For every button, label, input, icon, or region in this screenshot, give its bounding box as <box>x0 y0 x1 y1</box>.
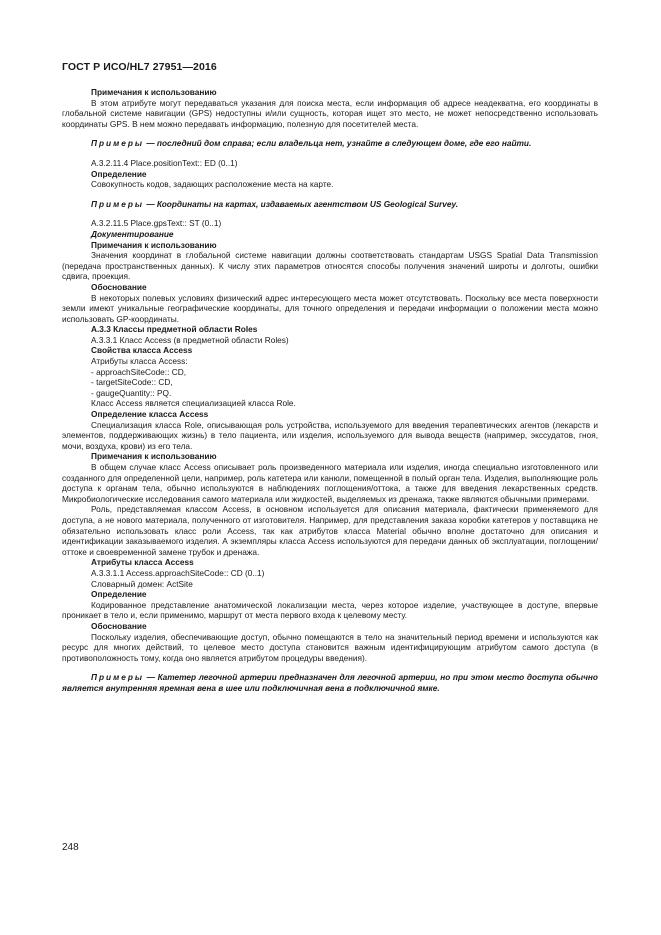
page-number: 248 <box>62 842 79 853</box>
heading-definition: Определение <box>91 168 147 179</box>
paragraph: Специализация класса Role, описывающая роль устройства, используемого для введения терапевтических агентов (лекарств и элементов, поддерживающих жизнь) в тело пациента, или изделия, используемого для вывода веществ (например, экссудатов, гноя, мочи, воздуха, крови) из его тела. <box>62 419 598 451</box>
section-heading: A.3.3 Классы предметной области Roles <box>91 324 258 335</box>
list-item: - approachSiteCode:: CD, <box>91 366 187 377</box>
paragraph: Поскольку изделия, обеспечивающие доступ, обычно помещаются в тело на значительный период времени и используются как ресурс для многих действий, то целевое место доступа становится важным идентифицирующим атрибутом самого доступа (в противоположность тому, когда оно является атрибутом процедуры введения). <box>62 631 598 663</box>
section-id: A.3.2.11.5 Place.gpsText:: ST (0..1) <box>91 218 222 229</box>
heading-class-definition: Определение класса Access <box>91 409 209 420</box>
heading-usage-notes: Примечания к использованию <box>91 239 217 250</box>
heading-class-properties: Свойства класса Access <box>91 345 193 356</box>
example-text: — Катетер легочной артерии предназначен для легочной артерии, но при этом место доступа обычно является внутренняя яремная вена в шее или подключичная вена в подключичной ямке. <box>62 672 598 693</box>
example-label: Примеры <box>91 198 145 209</box>
heading-rationale: Обоснование <box>91 620 147 631</box>
heading-class-attributes: Атрибуты класса Access <box>91 557 194 568</box>
heading-rationale: Обоснование <box>91 281 147 292</box>
example-note <box>62 138 598 149</box>
list-item: - gaugeQuantity:: PQ. <box>91 387 172 398</box>
example-text: — последний дом справа; если владельца нет, узнайте в следующем доме, где его найти. <box>144 138 532 149</box>
example-note <box>62 199 598 210</box>
heading-documentation: Документирование <box>91 228 174 239</box>
example-note <box>62 672 598 693</box>
vocabulary-domain: Словарный домен: ActSite <box>91 578 193 589</box>
section-id: A.3.2.11.4 Place.positionText:: ED (0..1) <box>91 157 238 168</box>
heading-usage-notes: Примечания к использованию <box>91 451 217 462</box>
list-item: - targetSiteCode:: CD, <box>91 377 173 388</box>
paragraph: Совокупность кодов, задающих расположение места на карте. <box>91 179 334 190</box>
paragraph: Класс Access является специализацией класса Role. <box>91 398 296 409</box>
paragraph: Значения координат в глобальной системе навигации должны соответствовать стандартам USGS Spatial Data Transmission (передача пространственных данных). К числу этих параметров относятся способы получения значений широты и долготы, ошибки сдвига, проекция. <box>62 250 598 282</box>
paragraph: В общем случае класс Access описывает роль произведенного материала или изделия, иногда специально изготовленного или созданного для определенной цели, например, роль катетера или канюли, помещенной в полый орган тела. Изделия, выполняющие роль доступа к органам тела, обычно используются в наблюдениях поглощения/оттока, а также для введения лекарственных средств. Микробиологические исследования самого материала или жидкостей, выделяемых из дренажа, также являются обычными примерами. <box>62 462 598 504</box>
section-id: A.3.3.1.1 Access.approachSiteCode:: CD (0..1) <box>91 567 265 578</box>
paragraph: Кодированное представление анатомической локализации места, через которое изделие, участвующее в доступе, впервые проникает в тело и, если применимо, маршрут от места первого входа к целевому месту. <box>62 599 598 621</box>
example-text: — Координаты на картах, издаваемых агентством US Geological Survey. <box>144 198 459 209</box>
example-label: Примеры <box>91 672 145 683</box>
page-header: ГОСТ Р ИСО/HL7 27951—2016 <box>62 61 217 73</box>
example-label: Примеры <box>91 138 145 149</box>
page-content <box>62 87 598 693</box>
heading-usage-notes: Примечания к использованию <box>91 87 217 97</box>
paragraph: Атрибуты класса Access: <box>91 356 188 367</box>
paragraph: В этом атрибуте могут передаваться указания для поиска места, если информация об адресе неадекватна, его координаты в глобальной системе навигации (GPS) недоступны и/или сущность, которая ищет это место, не может непосредственно использовать координаты GPS. В нем можно передавать информацию, полезную для посетителей места. <box>62 97 598 129</box>
heading-definition: Определение <box>91 589 147 600</box>
paragraph: В некоторых полевых условиях физический адрес интересующего места может отсутствовать. Поскольку все места поверхности земли имеют уникальные географические координаты, для точного определения и передачи информации о положении места можно использовать GP-координаты. <box>62 292 598 324</box>
section-id: A.3.3.1 Класс Access (в предметной области Roles) <box>91 334 289 345</box>
paragraph: Роль, представляемая классом Access, в основном используется для описания материала, фактически применяемого для доступа, а не нового материала, полученного от изготовителя. Например, для представления заказа коробки катетеров у поставщика не обязательно использовать класс роли Access, так как атрибутов класса Material обычно вполне достаточно для описания и идентификации заказываемого изделия. А экземпляры класса Access используются для передачи данных об эксплуатации, поглощении/оттоке и своевременной замене трубок и дренажа. <box>62 504 598 557</box>
